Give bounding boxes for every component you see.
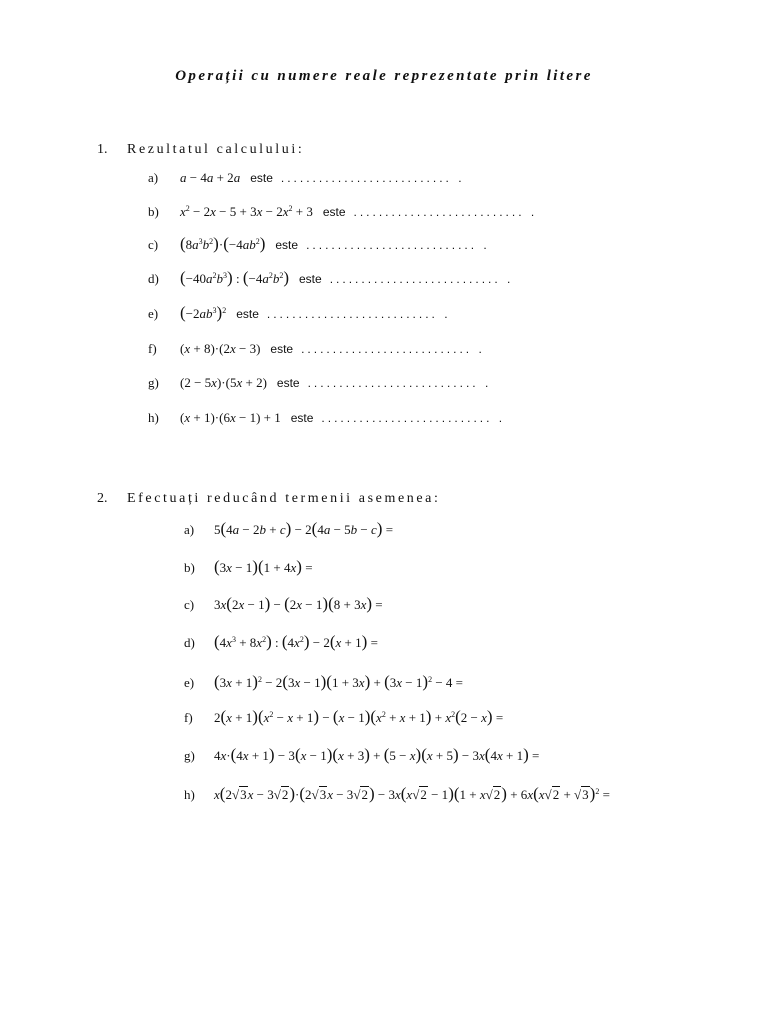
expression: 4x·(4x + 1) − 3(x − 1)(x + 3) + (5 − x)(x + 5) − 3x(4x + 1) =	[214, 745, 540, 764]
exercise-label: f)	[184, 710, 193, 725]
page-title: Operații cu numere reale reprezentate prin litere	[175, 68, 593, 84]
este-text: este	[275, 238, 299, 252]
exercise-label: a)	[184, 522, 195, 537]
expression: $(4x^3 + 8x^2)$ : $(4x^2) - 2(x + 1)$ =	[214, 632, 378, 651]
exercise-1b	[148, 204, 537, 220]
este-text: este	[290, 411, 314, 425]
section-2-number: 2.	[97, 491, 108, 506]
este-text: este	[250, 171, 273, 185]
exercise-label: c)	[148, 237, 159, 252]
expression: $2(x + 1)(x^2 - x + 1) - (x - 1)(x^2 + x + 1) + x^2(2 - x)$ =	[214, 707, 504, 726]
exercise-label: g)	[148, 375, 159, 390]
exercise-label: a)	[148, 170, 159, 185]
exercise-1c	[148, 234, 490, 253]
answer-dots: ........................... .	[306, 238, 490, 252]
exercise-label: e)	[148, 306, 159, 321]
exercise-label: d)	[148, 271, 159, 286]
expression: 3x(2x − 1) − (2x − 1)(8 + 3x) =	[214, 594, 383, 613]
expression: $(-2ab^3)^2$	[180, 303, 227, 322]
exercise-2f	[184, 707, 504, 726]
expression: $x(2√3x - 3√2)\cdot(2√3x - 3√2) - 3x(x√2 - 1)(1 + x√2) + 6x(x√2 + √3)^2$ =	[214, 784, 610, 803]
exercise-2h	[184, 784, 610, 803]
exercise-1h	[148, 410, 505, 426]
exercise-label: b)	[148, 204, 159, 219]
este-text: este	[299, 272, 322, 286]
expression: (2 − 5x)·(5x + 2)	[180, 375, 267, 390]
expression: a − 4a + 2a	[180, 170, 241, 185]
exercise-label: c)	[184, 597, 195, 612]
exercise-label: h)	[184, 787, 195, 802]
exercise-label: b)	[184, 560, 195, 575]
section-1-title: Rezultatul calculului:	[127, 142, 305, 157]
exercise-1e	[148, 303, 451, 322]
section-2-title: Efectuați reducând termenii asemenea:	[127, 491, 441, 506]
exercise-label: e)	[184, 675, 195, 690]
este-text: este	[322, 205, 346, 219]
expression: (x + 1)·(6x − 1) + 1	[180, 410, 281, 425]
section-1-heading	[97, 142, 304, 158]
answer-dots: ........................... .	[301, 342, 485, 356]
exercise-2b	[184, 557, 313, 576]
expression: 5(4a − 2b + c) − 2(4a − 5b − c) =	[214, 519, 394, 538]
exercise-label: d)	[184, 635, 195, 650]
answer-dots: ........................... .	[329, 272, 514, 286]
exercise-2d	[184, 632, 378, 651]
exercise-1a	[148, 170, 465, 186]
expression: $(-40a^2b^3)$ : $(-4a^2b^2)$	[180, 268, 289, 287]
exercise-label: g)	[184, 748, 195, 763]
expression: (x + 8)·(2x − 3)	[180, 341, 261, 356]
este-text: este	[276, 376, 300, 390]
section-1-number: 1.	[97, 142, 108, 157]
answer-dots: ........................... .	[321, 411, 506, 425]
este-text: este	[270, 342, 294, 356]
answer-dots: ........................... .	[280, 171, 465, 185]
exercise-2g	[184, 745, 540, 764]
expression: $(8a^3b^2)\cdot(-4ab^2)$	[180, 234, 266, 253]
exercise-1g	[148, 375, 491, 391]
expression: (3x − 1)(1 + 4x) =	[214, 557, 313, 576]
section-2-heading	[97, 491, 440, 507]
answer-dots: ........................... .	[266, 307, 451, 321]
exercise-2c	[184, 594, 383, 613]
este-text: este	[236, 307, 259, 321]
exercise-1d	[148, 268, 514, 287]
exercise-2a	[184, 519, 394, 538]
exercise-2e	[184, 672, 463, 691]
exercise-label: f)	[148, 341, 157, 356]
expression: $x^2 - 2x - 5 + 3x - 2x^2 + 3$	[180, 204, 313, 219]
answer-dots: ........................... .	[307, 376, 492, 390]
expression: $(3x + 1)^2 - 2(3x - 1)(1 + 3x) + (3x - 1)^2 - 4$ =	[214, 672, 463, 691]
answer-dots: ........................... .	[353, 205, 538, 219]
exercise-label: h)	[148, 410, 159, 425]
exercise-1f	[148, 341, 485, 357]
